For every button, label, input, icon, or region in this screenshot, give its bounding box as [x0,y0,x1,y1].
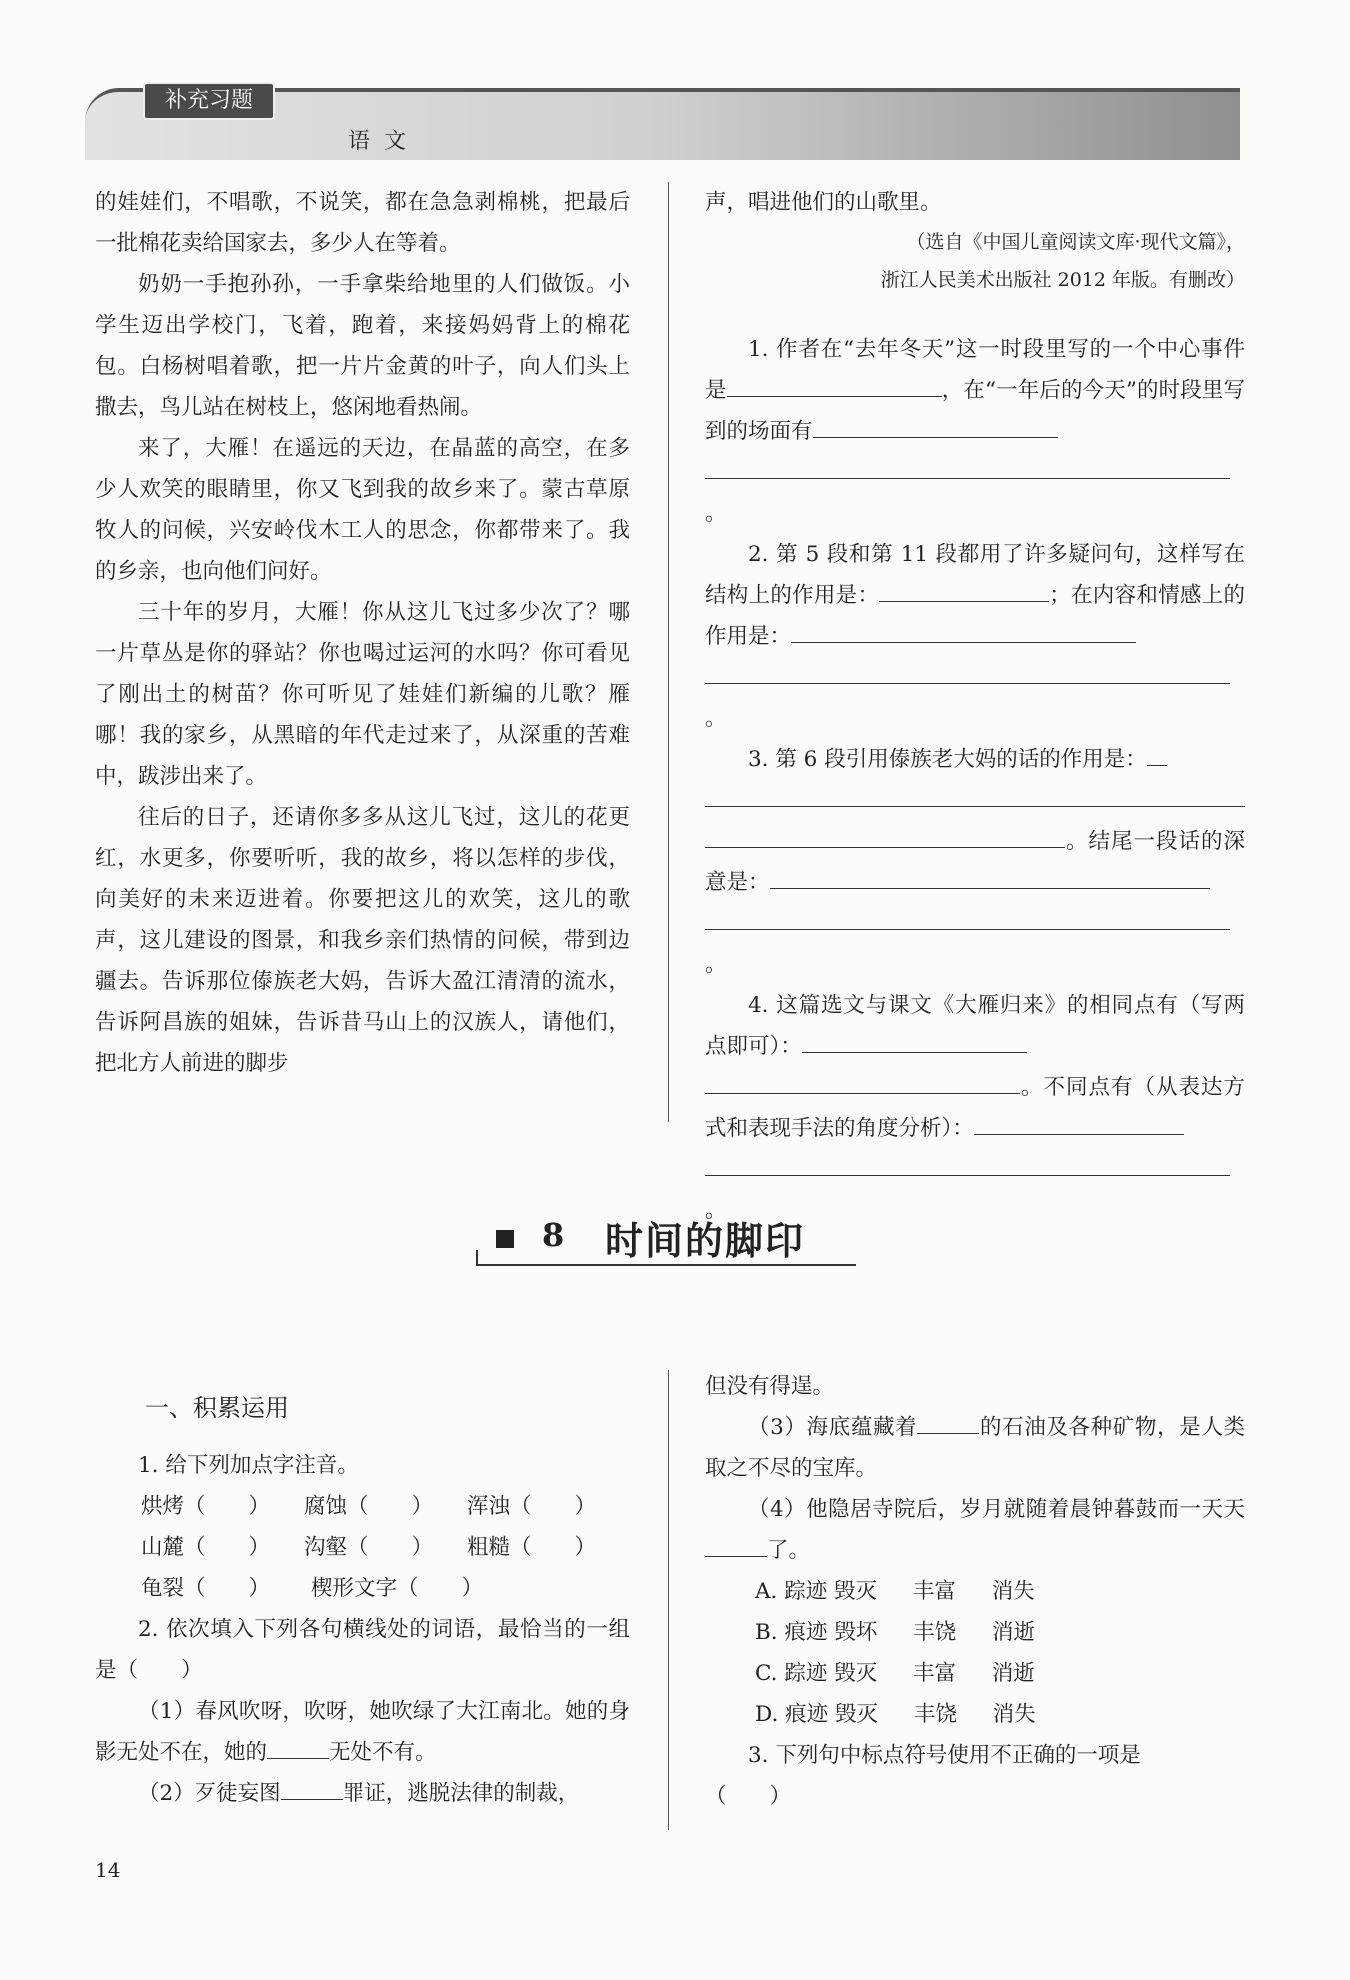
answer-blank[interactable] [770,888,1210,889]
question-1: 1. 作者在“去年冬天”这一时段里写的一个中心事件是 ，在“一年后的今天”的时段里写到的场面有 [705,337,1245,444]
option-a[interactable]: A. 踪迹 毁灭 丰富 消失 [755,1579,1035,1604]
column-divider [668,1370,669,1830]
sentence-2-tail: 但没有得逞。 [705,1374,835,1399]
option-c[interactable]: C. 踪迹 毁灭 丰富 消逝 [755,1661,1035,1686]
pinyin-row [95,1486,630,1527]
answer-line-row: 。 [705,903,1245,985]
passage-paragraph: 奶奶一手抱孙孙，一手拿柴给地里的人们做饭。小学生迈出学校门，飞着，跑着，来接妈妈背上的棉花包。白杨树唱着歌，把一片片金黄的叶子，向人们头上撒去，鸟儿站在树枝上，悠闲地看热闹。 [95,272,630,420]
answer-blank[interactable] [879,601,1049,602]
page-number: 14 [95,1858,121,1882]
option-d[interactable]: D. 痕迹 毁灭 丰饶 消失 [755,1702,1036,1727]
source-line: 浙江人民美术出版社 2012 年版。有删改） [880,269,1245,291]
exercise-left-column [95,1388,630,1814]
questions-right-column [705,182,1245,1231]
exercise-q3: 3. 下列句中标点符号使用不正确的一项是 [748,1743,1141,1768]
answer-blank[interactable] [705,929,1230,930]
answer-blank[interactable] [813,437,1058,438]
answer-blank[interactable] [705,847,1065,848]
passage-paragraph: 的娃娃们，不唱歌，不说笑，都在急急剥棉桃，把最后一批棉花卖给国家去，多少人在等着。 [95,190,630,256]
answer-line-row: 。 [705,452,1245,534]
column-divider [668,182,669,1122]
title-square-icon [496,1230,514,1248]
sentence-1: （1）春风吹呀，吹呀，她吹绿了大江南北。她的身影无处不在，她的 无处不有。 [95,1699,630,1765]
passage-paragraph: 往后的日子，还请你多多从这儿飞过，这儿的花更红，水更多，你要听听，我的故乡，将以怎样的步伐，向美好的未来迈进着。你要把这儿的欢笑，这儿的歌声，这儿建设的图景，和我乡亲们热情的问候，带到边疆去。告诉那位傣族老大妈，告诉大盈江清清的流水，告诉阿昌族的姐妹，告诉昔马山上的汉族人，请他们，把北方人前进的脚步 [95,805,630,1076]
exercise-q1: 1. 给下列加点字注音。 [138,1453,359,1478]
pinyin-item[interactable]: 山麓（ ） [141,1535,271,1560]
pinyin-item[interactable]: 粗糙（ ） [467,1535,597,1560]
answer-blank[interactable] [705,1556,767,1557]
passage-tail: 声，唱进他们的山歌里。 [705,190,942,215]
option-b[interactable]: B. 痕迹 毁坏 丰饶 消逝 [755,1620,1036,1645]
answer-blank[interactable] [802,1052,1027,1053]
answer-blank[interactable] [705,1093,1020,1094]
question-3: 3. 第 6 段引用傣族老大妈的话的作用是： [705,739,1245,780]
passage-paragraph: 来了，大雁！在遥远的天边，在晶蓝的高空，在多少人欢笑的眼睛里，你又飞到我的故乡来了。蒙古草原牧人的问候，兴安岭伐木工人的思念，你都带来了。我的乡亲，也向他们问好。 [95,436,630,584]
sentence-4: （4）他隐居寺院后，岁月就随着晨钟暮鼓而一天天了。 [705,1489,1245,1571]
sentence-2: （2）歹徒妄图 罪证，逃脱法律的制裁， [138,1781,580,1806]
section-heading: 一、积累运用 [145,1394,289,1422]
answer-blank[interactable] [267,1758,329,1759]
answer-blank[interactable] [281,1799,343,1800]
question-4-cont: 。不同点有（从表达方式和表现手法的角度分析）： [705,1075,1245,1141]
answer-blank[interactable] [1147,765,1167,766]
passage-left-column [95,182,630,1084]
lesson-title-text: 时间的脚印 [605,1219,806,1263]
pinyin-item[interactable]: 腐蚀（ ） [304,1494,434,1519]
pinyin-item[interactable]: 浑浊（ ） [467,1494,597,1519]
pinyin-row [95,1568,630,1609]
passage-paragraph: 三十年的岁月，大雁！你从这儿飞过多少次了？哪一片草丛是你的驿站？你也喝过运河的水吗？你可看见了刚出土的树苗？你可听见了娃娃们新编的儿歌？雁哪！我的家乡，从黑暗的年代走过来了，从深重的苦难中，跋涉出来了。 [95,600,630,789]
exercise-q2: 2. 依次填入下列各句横线处的词语，最恰当的一组是（ ） [95,1617,630,1683]
exercise-q3-paren: （ ） [705,1784,792,1809]
answer-blank[interactable] [705,1175,1230,1176]
answer-blank[interactable] [974,1134,1184,1135]
pinyin-item[interactable]: 沟壑（ ） [304,1535,434,1560]
sentence-3: （3）海底蕴藏着 的石油及各种矿物，是人类取之不尽的宝库。 [705,1415,1245,1481]
answer-blank[interactable] [791,642,1136,643]
answer-blank[interactable] [705,478,1230,479]
header-tag: 补充习题 [143,82,275,120]
answer-blank[interactable] [705,683,1230,684]
question-2: 2. 第 5 段和第 11 段都用了许多疑问句，这样写在结构上的作用是： ；在内容和情感上的作用是： [705,542,1245,649]
answer-line-row [705,780,1245,821]
pinyin-item[interactable]: 龟裂（ ） [141,1576,271,1601]
pinyin-item[interactable]: 烘烤（ ） [141,1494,271,1519]
pinyin-row [95,1527,630,1568]
lesson-title [470,1210,860,1272]
question-4: 4. 这篇选文与课文《大雁归来》的相同点有（写两点即可）： [705,993,1245,1059]
answer-line-row: 。 [705,1149,1245,1231]
exercise-right-column [705,1366,1245,1817]
answer-blank[interactable] [705,806,1245,807]
lesson-number: 8 [542,1216,565,1254]
pinyin-item[interactable]: 楔形文字（ ） [311,1576,484,1601]
answer-line-row: 。 [705,657,1245,739]
header-subject: 语文 [348,129,421,154]
source-line: （选自《中国儿童阅读文库·现代文篇》， [906,231,1245,253]
answer-blank[interactable] [917,1433,979,1434]
answer-blank[interactable] [727,396,942,397]
question-3-cont: 。结尾一段话的深意是： [705,829,1245,895]
